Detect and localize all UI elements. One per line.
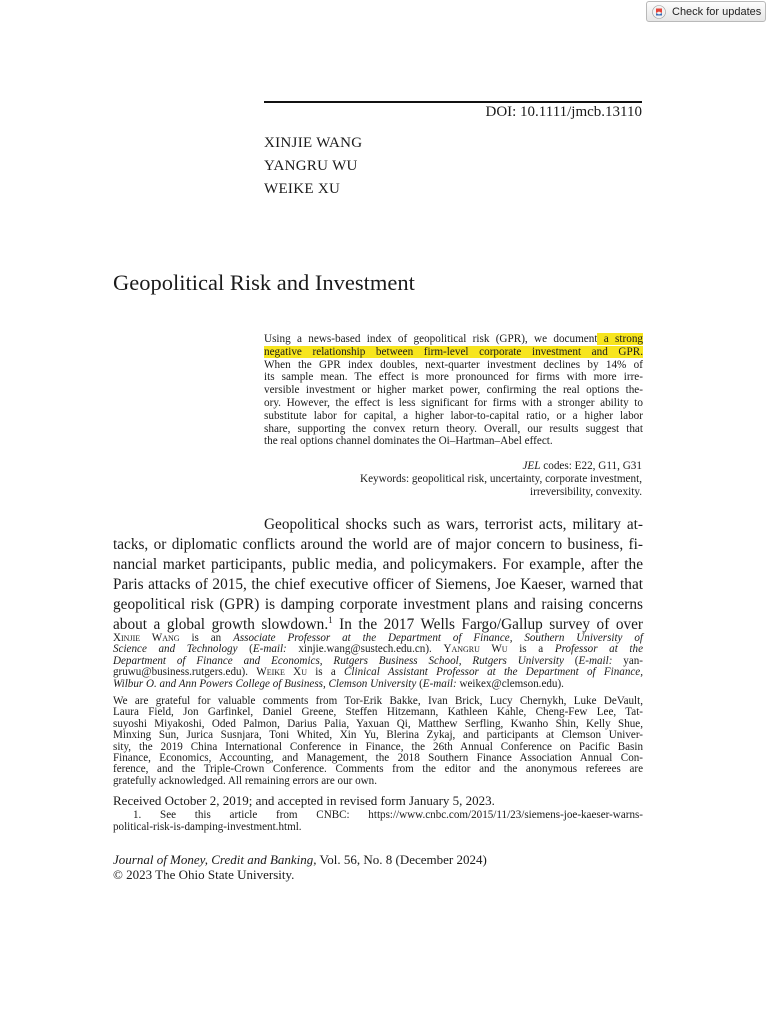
affiliation-text: weikex@clemson.edu). (456, 677, 564, 690)
paper-title: Geopolitical Risk and Investment (113, 270, 415, 295)
abstract-line: its sample mean. The effect is more pronounced for firms with more irre- (264, 371, 643, 384)
author-name: WEIKE XU (264, 181, 341, 197)
affiliation-text: Professor at the (554, 643, 643, 656)
affiliation-text: ( (416, 677, 423, 690)
affiliation-text: is a (507, 643, 555, 656)
abstract-highlight: negative relationship between firm-level corporate investment and GPR. (264, 345, 643, 358)
abstract (264, 333, 643, 448)
acknowledgment-line: ference, and the Triple-Crown Conference. Comments from the editor and the anonymous referees are (113, 763, 643, 776)
abstract-line (264, 333, 643, 346)
body-line: nancial market participants, public media, and policymakers. For example, after the (113, 556, 643, 573)
abstract-line: the real options channel dominates the Oi–Hartman–Abel effect. (264, 435, 553, 448)
abstract-line (264, 346, 643, 359)
abstract-text: Using a news-based index of geopolitical risk (GPR), we document (264, 333, 598, 345)
body-line: Paris attacks of 2015, the chief executive officer of Siemens, Joe Kaeser, warned that (113, 576, 643, 593)
acknowledgment-line: gratefully acknowledged. All remaining errors are our own. (113, 774, 378, 787)
body-line: tacks, or diplomatic conflicts around the world are of major concern to business, fi- (113, 536, 643, 553)
acknowledgments (113, 696, 643, 787)
author-affiliations (113, 633, 643, 690)
affiliation-text: xinjie.wang@sustech.edu.cn). (286, 643, 444, 656)
affiliation-text: Clinical Assistant Professor at the Department of Finance, (344, 666, 643, 679)
journal-citation (113, 852, 487, 868)
affiliation-text: is a (306, 666, 345, 679)
journal-name: Journal of Money, Credit and Banking, (113, 852, 317, 867)
author-name: XINJIE WANG (264, 135, 363, 151)
email-label: E-mail: (578, 654, 613, 667)
body-line: Geopolitical shocks such as wars, terrorist acts, military at- (264, 516, 643, 533)
check-for-updates-button[interactable] (646, 1, 766, 22)
email-label: E-mail: (422, 677, 457, 690)
jel-text: codes: E22, G11, G31 (540, 460, 642, 472)
affiliation-line (113, 679, 643, 690)
footnote-line[interactable]: political-risk-is-damping-investment.html. (113, 820, 302, 833)
abstract-line: substitute labor for capital, a higher labor-to-capital ratio, or a higher labor (264, 409, 643, 422)
keywords-line: Keywords: geopolitical risk, uncertainty, corporate investment, (360, 473, 642, 485)
affiliation-text: Wilbur O. and Ann Powers College of Business, Clemson University (113, 677, 417, 690)
abstract-line: versible investment or higher market power, confirming the real options the- (264, 384, 643, 397)
jel-codes (522, 460, 642, 472)
body-text: about a global growth slowdown. (113, 616, 329, 633)
body-line: geopolitical risk (GPR) is damping corporate investment plans and raising concerns (113, 596, 643, 613)
acknowledgment-line: Minxing Sun, Jurica Susnjara, Toni Whited, Xin Yu, Blerina Zykaj, and participants at Clemson Univer- (113, 729, 643, 742)
footnote-line[interactable]: 1. See this article from CNBC: https://www.cnbc.com/2015/11/23/siemens-joe-kaeser-warns- (133, 809, 643, 821)
body-text: In the 2017 Wells Fargo/Gallup survey of over (332, 616, 643, 633)
acknowledgment-line: Finance, Economics, Accounting, and Management, the 2018 Southern Finance Association Annual Con- (113, 752, 643, 765)
keywords-line: irreversibility, convexity. (530, 486, 642, 498)
email-label: E-mail: (252, 643, 287, 656)
author-name-sc: Weike Xu (256, 666, 307, 679)
affiliation-text: ( (563, 654, 579, 667)
received-dates: Received October 2, 2019; and accepted in revised form January 5, 2023. (113, 793, 495, 808)
abstract-line: When the GPR index doubles, next-quarter investment declines by 14% of (264, 358, 643, 371)
header-rule (264, 101, 642, 103)
journal-issue: Vol. 56, No. 8 (December 2024) (316, 852, 487, 867)
affiliation-text: Associate Professor at the Department of Finance, Southern University of (233, 632, 643, 644)
check-for-updates-label: Check for updates (672, 5, 762, 18)
affiliation-text: yan- (612, 654, 643, 667)
affiliation-text: gruwu@business.rutgers.edu). (113, 666, 257, 679)
affiliation-text: Science and Technology (113, 643, 238, 656)
crossmark-icon (652, 5, 666, 19)
acknowledgment-line: We are grateful for valuable comments from Tor-Erik Bakke, Ivan Brick, Lucy Chernykh, Luke DeVault, (113, 695, 643, 707)
body-paragraph (113, 515, 643, 635)
abstract-highlight: a strong (597, 333, 644, 345)
affiliation-text: is an (179, 632, 234, 644)
abstract-line: ory. However, the effect is less significant for firms with a stronger ability to (264, 396, 643, 409)
author-name-sc: Yangru Wu (443, 643, 508, 656)
footnote (113, 810, 643, 833)
affiliation-text: Department of Finance and Economics, Rutgers Business School, Rutgers University (113, 654, 564, 667)
affiliation-text: ( (237, 643, 253, 656)
acknowledgment-line: Laura Field, Jon Garfinkel, Daniel Greene, Steffen Hitzemann, Kathleen Kahle, Cheng-Few Lee, Tat- (113, 706, 643, 719)
author-name: YANGRU WU (264, 158, 358, 174)
acknowledgment-line: suyoshi Miyakoshi, Oded Palmon, Darius Palia, Yaxuan Qi, Matthew Serfling, Kwanho Shin, Kelly Shue, (113, 717, 643, 730)
author-name-sc: Xinjie Wang (113, 632, 180, 644)
doi: DOI: 10.1111/jmcb.13110 (485, 104, 642, 120)
acknowledgment-line: sity, the 2019 China International Conference in Finance, the 26th Annual Conference on Pacific Basin (113, 740, 643, 753)
jel-label: JEL (522, 460, 541, 472)
copyright: © 2023 The Ohio State University. (113, 867, 295, 882)
abstract-line: share, supporting the convex return theory. Overall, our results suggest that (264, 422, 643, 435)
footnote-mark[interactable]: 1 (328, 614, 333, 625)
